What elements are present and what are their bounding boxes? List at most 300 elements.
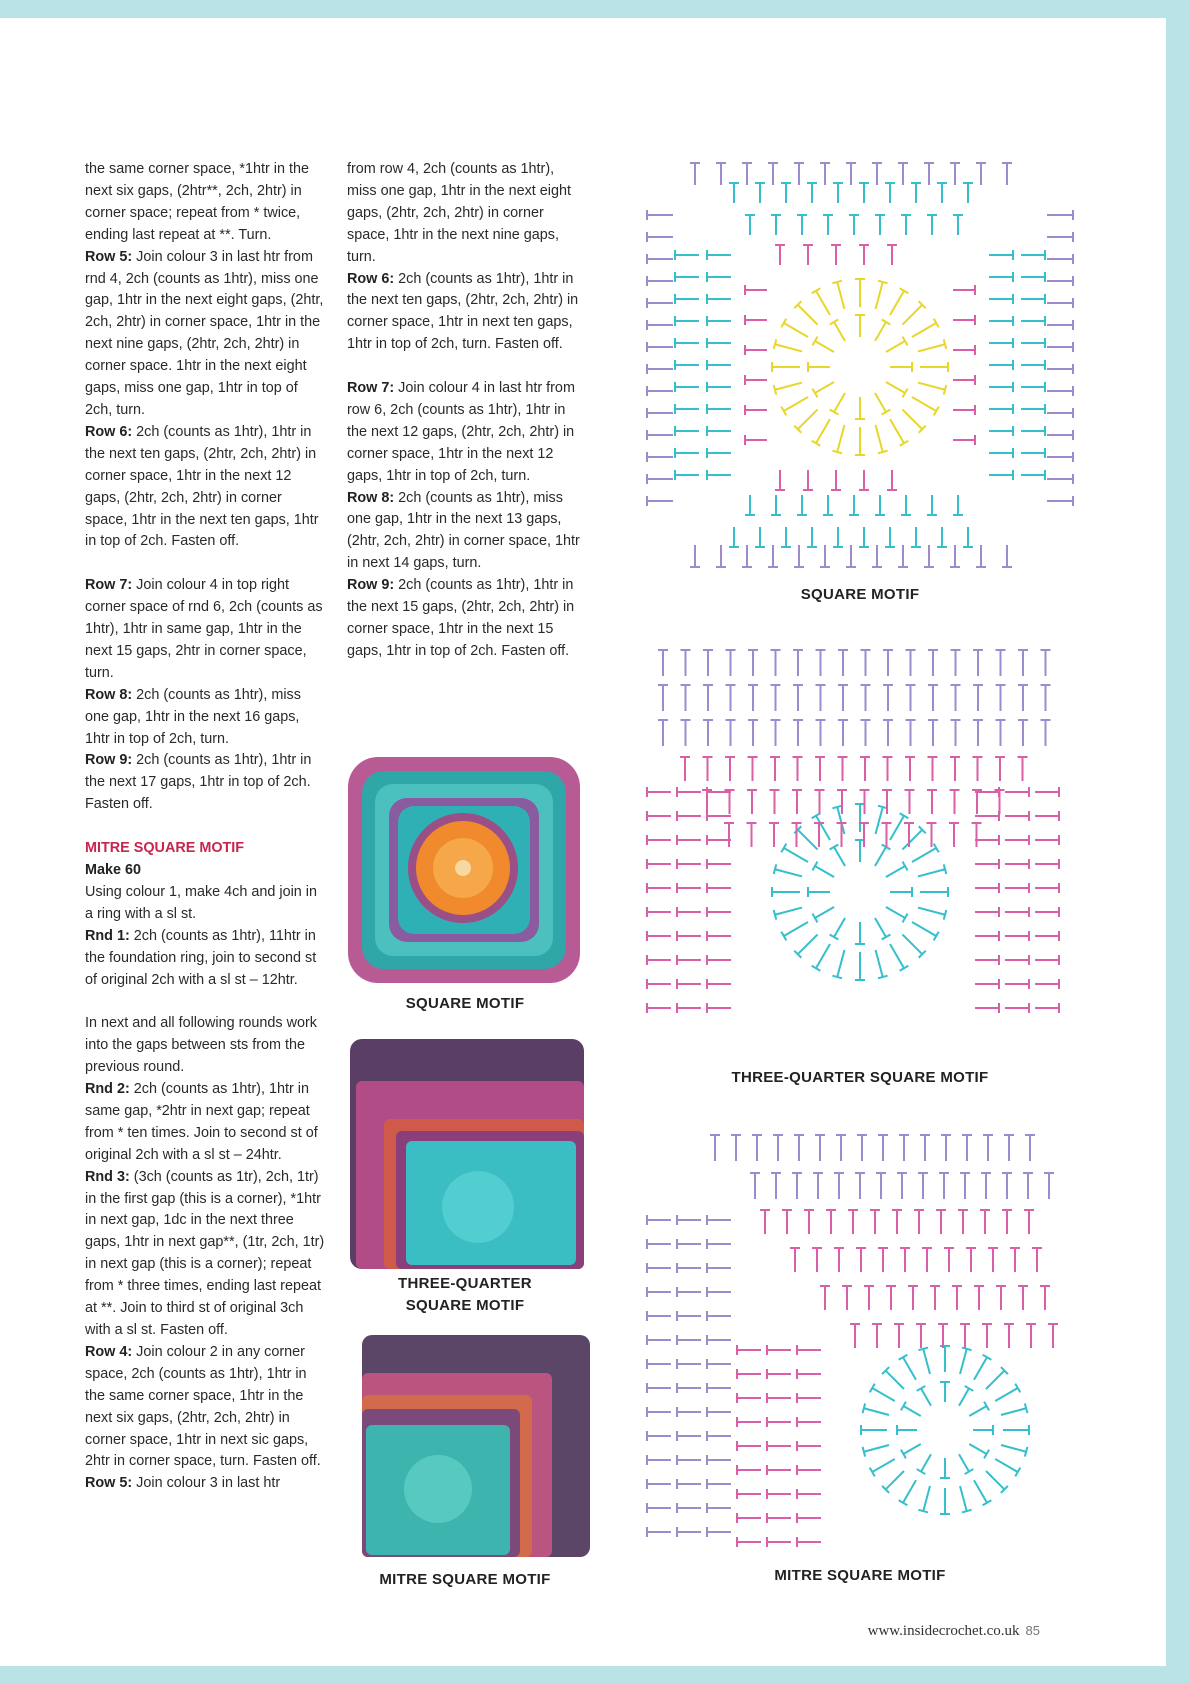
stitch-symbol [963,183,973,203]
stitch-symbol [1005,835,1029,845]
stitch-symbol [794,409,817,432]
stitch-symbol [995,1384,1020,1401]
stitch-symbol [917,1454,931,1474]
stitch-symbol [856,1248,866,1272]
stitch-symbol [793,685,803,711]
stitch-symbol [918,1348,930,1374]
instruction-text: 2ch (counts as 1htr), 1htr in the next ten gaps, (2htr, 2ch, 2htr) in corner space, 1htr in next ten gaps, 1htr in top of 2ch, turn. Fasten off. [347,270,579,353]
stitch-symbol [748,757,758,781]
stitch-symbol [876,950,888,978]
stitch-symbol [1021,316,1045,326]
stitch-symbol [797,1513,821,1523]
stitch-symbol [737,1369,761,1379]
stitch-symbol [886,337,908,352]
stitch-symbol [975,787,999,797]
three-quarter-square-motif-chart [645,642,1075,1052]
stitch-symbol [745,285,767,295]
photo-caption-mitre: MITRE SQUARE MOTIF [379,1571,551,1588]
stitch-symbol [996,720,1006,746]
stitch-symbol [912,922,939,940]
stitch-symbol [647,979,671,989]
stitch-symbol [832,425,844,453]
stitch-symbol [986,1367,1008,1389]
stitch-symbol [974,1480,991,1505]
stitch-symbol [677,1287,701,1297]
stitch-symbol [838,650,848,676]
stitch-symbol [820,545,830,567]
stitch-symbol [940,1458,950,1478]
stitch-symbol [953,405,975,415]
stitch-symbol [677,955,701,965]
stitch-symbol [989,470,1013,480]
stitch-symbol [707,272,731,282]
stitch-symbol [976,163,986,185]
stitch-symbol [677,1003,701,1013]
stitch-symbol [1005,931,1029,941]
stitch-symbol [748,685,758,711]
paragraph-spacer [85,816,325,838]
stitch-symbol [770,790,780,814]
stitch-symbol [927,823,937,847]
stitch-symbol [1021,382,1045,392]
stitch-symbol [707,835,731,845]
stitch-symbol [1021,448,1045,458]
stitch-symbol [812,288,830,315]
stitch-symbol [901,1444,921,1458]
stitch-symbol [875,215,885,235]
stitch-symbol [707,426,731,436]
stitch-symbol [920,1135,930,1161]
stitch-symbol [936,1210,946,1234]
stitch-symbol [1035,883,1059,893]
stitch-symbol [707,1335,731,1345]
stitch-symbol [1010,1248,1020,1272]
stitch-symbol [980,1210,990,1234]
stitch-symbol [781,922,808,940]
stitch-symbol [899,1135,909,1161]
stitch-symbol [875,918,890,940]
stitch-symbol [1047,320,1073,330]
stitch-symbol [767,1369,791,1379]
stitch-symbol [861,685,871,711]
stitch-symbol [953,315,975,325]
stitch-symbol [812,419,830,446]
stitch-symbol [726,685,736,711]
stitch-symbol [794,934,817,957]
stitch-symbol [745,315,767,325]
stitch-symbol [959,1386,973,1406]
stitch-symbol [830,844,845,866]
stitch-symbol [976,545,986,567]
stitch-symbol [989,426,1013,436]
stitch-symbol [707,338,731,348]
stitch-symbol [1024,1210,1034,1234]
row-label: Row 6: [347,270,395,287]
stitch-symbol [1018,650,1028,676]
stitch-symbol [677,883,701,893]
stitch-symbol [918,908,946,920]
instruction-text: 2ch (counts as 1htr), 1htr in same gap, *2htr in next gap; repeat from * ten times. Join to second st of original 2ch with a sl st – 24htr. [85,1081,318,1163]
stitch-symbol [771,215,781,235]
stitch-symbol [972,790,982,814]
stitch-symbol [726,650,736,676]
square-motif-photo [345,752,585,990]
stitch-symbol [1005,811,1029,821]
stitch-symbol [905,790,915,814]
stitch-symbol [755,527,765,547]
stitch-symbol [707,1383,731,1393]
stitch-symbol [1035,835,1059,845]
page-footer [868,1623,1040,1640]
stitch-symbol [647,811,671,821]
stitch-symbol [658,720,668,746]
row-label: Row 8: [347,489,395,506]
photo-caption-square: SQUARE MOTIF [405,995,525,1012]
pattern-paragraph [85,926,325,992]
stitch-symbol [917,1386,931,1406]
stitch-symbol [995,1459,1020,1476]
stitch-symbol [775,245,785,265]
mitre-square-motif-photo [358,1333,598,1563]
stitch-symbol [924,545,934,567]
stitch-symbol [826,1210,836,1234]
stitch-symbol [975,931,999,941]
stitch-symbol [707,1527,731,1537]
stitch-symbol [1021,338,1045,348]
stitch-symbol [647,386,673,396]
stitch-symbol [707,1287,731,1297]
pattern-paragraph [85,685,325,751]
stitch-symbol [737,1393,761,1403]
stitch-symbol [872,163,882,185]
stitch-symbol [745,405,767,415]
stitch-symbol [1035,931,1059,941]
stitch-symbol [707,907,731,917]
stitch-symbol [953,215,963,235]
stitch-symbol [707,1407,731,1417]
stitch-symbol [1035,859,1059,869]
stitch-symbol [981,1173,991,1199]
stitch-symbol [768,163,778,185]
stitch-symbol [647,835,671,845]
stitch-symbol [838,685,848,711]
stitch-symbol [797,1345,821,1355]
stitch-symbol [986,1471,1008,1493]
stitch-symbol [897,1173,907,1199]
stitch-symbol [1002,1210,1012,1234]
stitch-symbol [1025,1135,1035,1161]
stitch-symbol [1048,1324,1058,1348]
stitch-symbol [975,1003,999,1013]
stitch-symbol [773,1135,783,1161]
stitch-symbol [742,545,752,567]
stitch-symbol [707,448,731,458]
stitch-symbol [1002,1173,1012,1199]
stitch-symbol [737,1513,761,1523]
stitch-symbol [647,320,673,330]
stitch-symbol [647,452,673,462]
stitch-symbol [707,1239,731,1249]
row-label: Make 60 [85,861,142,878]
stitch-symbol [729,527,739,547]
stitch-symbol [875,495,885,515]
stitch-symbol [775,470,785,490]
stitch-symbol [863,1445,889,1457]
stitch-symbol [707,811,731,821]
stitch-symbol [675,316,699,326]
stitch-symbol [807,183,817,203]
row-label: Row 5: [85,248,133,265]
stitch-symbol [872,545,882,567]
stitch-symbol [793,650,803,676]
stitch-symbol [982,1324,992,1348]
stitch-symbol [1005,859,1029,869]
stitch-symbol [953,285,975,295]
stitch-symbol [901,215,911,235]
stitch-symbol [675,250,699,260]
stitch-symbol [878,1135,888,1161]
stitch-symbol [647,210,673,220]
stitch-symbol [769,823,779,847]
stitch-symbol [989,272,1013,282]
stitch-symbol [820,163,830,185]
stitch-symbol [794,301,817,324]
stitch-symbol [966,1248,976,1272]
stitch-symbol [832,950,844,978]
stitch-symbol [870,1459,895,1476]
stitch-symbol [850,1324,860,1348]
stitch-symbol [725,757,735,781]
stitch-symbol [959,1454,973,1474]
stitch-symbol [772,887,800,897]
stitch-symbol [745,215,755,235]
stitch-symbol [975,811,999,821]
photo-caption-three-quarter-line2: SQUARE MOTIF [405,1297,525,1314]
stitch-symbol [1018,1286,1028,1310]
stitch-symbol [647,1239,671,1249]
stitch-symbol [1047,474,1073,484]
stitch-symbol [707,294,731,304]
stitch-symbol [924,163,934,185]
pattern-paragraph [85,882,325,926]
stitch-symbol [855,397,865,419]
stitch-symbol [767,1513,791,1523]
stitch-symbol [1035,979,1059,989]
row-label: Row 6: [85,423,133,440]
stitch-symbol [951,720,961,746]
row-label: Row 7: [85,577,133,594]
stitch-symbol [797,1417,821,1427]
stitch-symbol [647,1407,671,1417]
stitch-symbol [724,823,734,847]
stitch-symbol [861,650,871,676]
stitch-symbol [918,1173,928,1199]
stitch-symbol [707,1479,731,1489]
three-quarter-square-motif-photo [348,1037,588,1277]
stitch-symbol [737,1441,761,1451]
stitch-symbol [1021,294,1045,304]
instruction-text: 2ch (counts as 1htr), 1htr in the next ten gaps, (2htr, 2ch, 2htr) in corner space, 1htr in the next 12 gaps, (2htr, 2ch, 2htr) in corner space, 1htr in the next ten gaps, 1htr in top of 2ch. Fasten off. [85,423,319,550]
stitch-symbol [876,425,888,453]
stitch-symbol [876,1173,886,1199]
stitch-symbol [1035,787,1059,797]
pattern-paragraph [85,247,325,422]
stitch-symbol [939,1173,949,1199]
stitch-symbol [767,1465,791,1475]
pattern-paragraph [85,159,325,247]
stitch-symbol [902,301,925,324]
stitch-symbol [748,720,758,746]
stitch-symbol [647,955,671,965]
stitch-symbol [842,1286,852,1310]
mitre-square-motif-chart [645,1130,1075,1560]
stitch-symbol [950,757,960,781]
stitch-symbol [944,1248,954,1272]
stitch-symbol [878,1248,888,1272]
stitch-symbol [745,375,767,385]
stitch-symbol [834,1248,844,1272]
pattern-paragraph [85,1013,325,1079]
stitch-symbol [920,362,948,372]
stitch-symbol [973,757,983,781]
stitch-symbol [782,1210,792,1234]
stitch-symbol [677,931,701,941]
stitch-symbol [767,1345,791,1355]
stitch-symbol [928,757,938,781]
pattern-paragraph [347,488,587,576]
stitch-symbol [703,650,713,676]
stitch-symbol [830,319,845,341]
stitch-symbol [797,1393,821,1403]
row-label: Rnd 3: [85,1168,130,1185]
stitch-symbol [953,345,975,355]
stitch-symbol [832,281,844,309]
stitch-symbol [1005,883,1029,893]
stitch-symbol [797,1441,821,1451]
stitch-symbol [768,545,778,567]
stitch-symbol [833,183,843,203]
stitch-symbol [1005,787,1029,797]
instruction-text: Join colour 4 in top right corner space of rnd 6, 2ch (counts as 1htr), 1htr in same gap, 1htr in the next 15 gaps, 2htr in corner space, turn. [85,577,323,681]
stitch-symbol [675,382,699,392]
stitch-symbol [996,1286,1006,1310]
stitch-symbol [875,319,890,341]
stitch-symbol [726,720,736,746]
stitch-symbol [703,720,713,746]
stitch-symbol [1004,1135,1014,1161]
stitch-symbol [882,1367,904,1389]
stitch-symbol [911,183,921,203]
stitch-symbol [647,1455,671,1465]
stitch-symbol [823,495,833,515]
stitch-symbol [1032,1248,1042,1272]
pattern-column-1 [85,159,325,1495]
stitch-symbol [647,430,673,440]
stitch-symbol [831,470,841,490]
stitch-symbol [950,163,960,185]
stitch-symbol [647,276,673,286]
stitch-symbol [1018,757,1028,781]
chart-caption-mitre: MITRE SQUARE MOTIF [774,1567,946,1584]
stitch-symbol [875,844,890,866]
stitch-symbol [940,1346,950,1372]
stitch-symbol [938,1324,948,1348]
instruction-text: Join colour 2 in any corner space, 2ch (counts as 1htr), 1htr in the same corner space, 1htr in the next six gaps, (2htr, 2ch, 2htr) in corner space, 1htr in next sic gaps, 2htr in corner space, turn. Fasten off. [85,1343,321,1470]
stitch-symbol [803,470,813,490]
stitch-symbol [886,382,908,397]
stitch-symbol [864,1286,874,1310]
stitch-symbol [794,1135,804,1161]
stitch-symbol [808,362,830,372]
stitch-symbol [793,720,803,746]
stitch-symbol [677,1407,701,1417]
stitch-symbol [1047,276,1073,286]
row-label: Rnd 1: [85,927,130,944]
stitch-symbol [707,470,731,480]
stitch-symbol [707,360,731,370]
stitch-symbol [890,813,908,840]
stitch-symbol [831,245,841,265]
stitch-symbol [830,918,845,940]
stitch-symbol [861,1425,887,1435]
stitch-symbol [969,1402,989,1416]
stitch-symbol [927,495,937,515]
stitch-symbol [1021,360,1045,370]
footer-url[interactable]: www.insidecrochet.co.uk [867,1623,1020,1639]
stitch-symbol [707,316,731,326]
stitch-symbol [681,650,691,676]
stitch-symbol [677,835,701,845]
stitch-symbol [1047,254,1073,264]
row-label: Row 9: [347,577,395,594]
stitch-symbol [771,720,781,746]
stitch-symbol [897,1425,917,1435]
stitch-symbol [793,757,803,781]
stitch-symbol [647,787,671,797]
stitch-symbol [859,245,869,265]
row-label: Row 5: [85,1475,133,1492]
instruction-text: 2ch (counts as 1htr), miss one gap, 1htr in the next 13 gaps, (2htr, 2ch, 2htr) in corner space, 1htr in next 14 gaps, turn. [347,489,580,572]
stitch-symbol [969,1444,989,1458]
pattern-paragraph [85,1342,325,1473]
stitch-symbol [886,907,908,922]
stitch-symbol [647,254,673,264]
stitch-symbol [995,757,1005,781]
stitch-symbol [815,1135,825,1161]
instruction-text: 2ch (counts as 1htr), 1htr in the next 17 gaps, 1htr in top of 2ch. Fasten off. [85,752,312,813]
paragraph-spacer [347,356,587,378]
stitch-symbol [781,319,808,337]
stitch-symbol [988,1248,998,1272]
stitch-symbol [677,1215,701,1225]
stitch-symbol [808,887,830,897]
stitch-symbol [900,1248,910,1272]
paragraph-spacer [85,553,325,575]
stitch-symbol [1040,1286,1050,1310]
stitch-symbol [960,1348,972,1374]
stitch-symbol [882,1471,904,1493]
stitch-symbol [918,383,946,395]
stitch-symbol [989,404,1013,414]
chart-caption-square: SQUARE MOTIF [800,586,920,603]
stitch-symbol [647,1287,671,1297]
stitch-symbol [901,495,911,515]
stitch-symbol [974,1286,984,1310]
stitch-symbol [707,250,731,260]
stitch-symbol [972,823,982,847]
stitch-symbol [890,944,908,971]
stitch-symbol [996,650,1006,676]
